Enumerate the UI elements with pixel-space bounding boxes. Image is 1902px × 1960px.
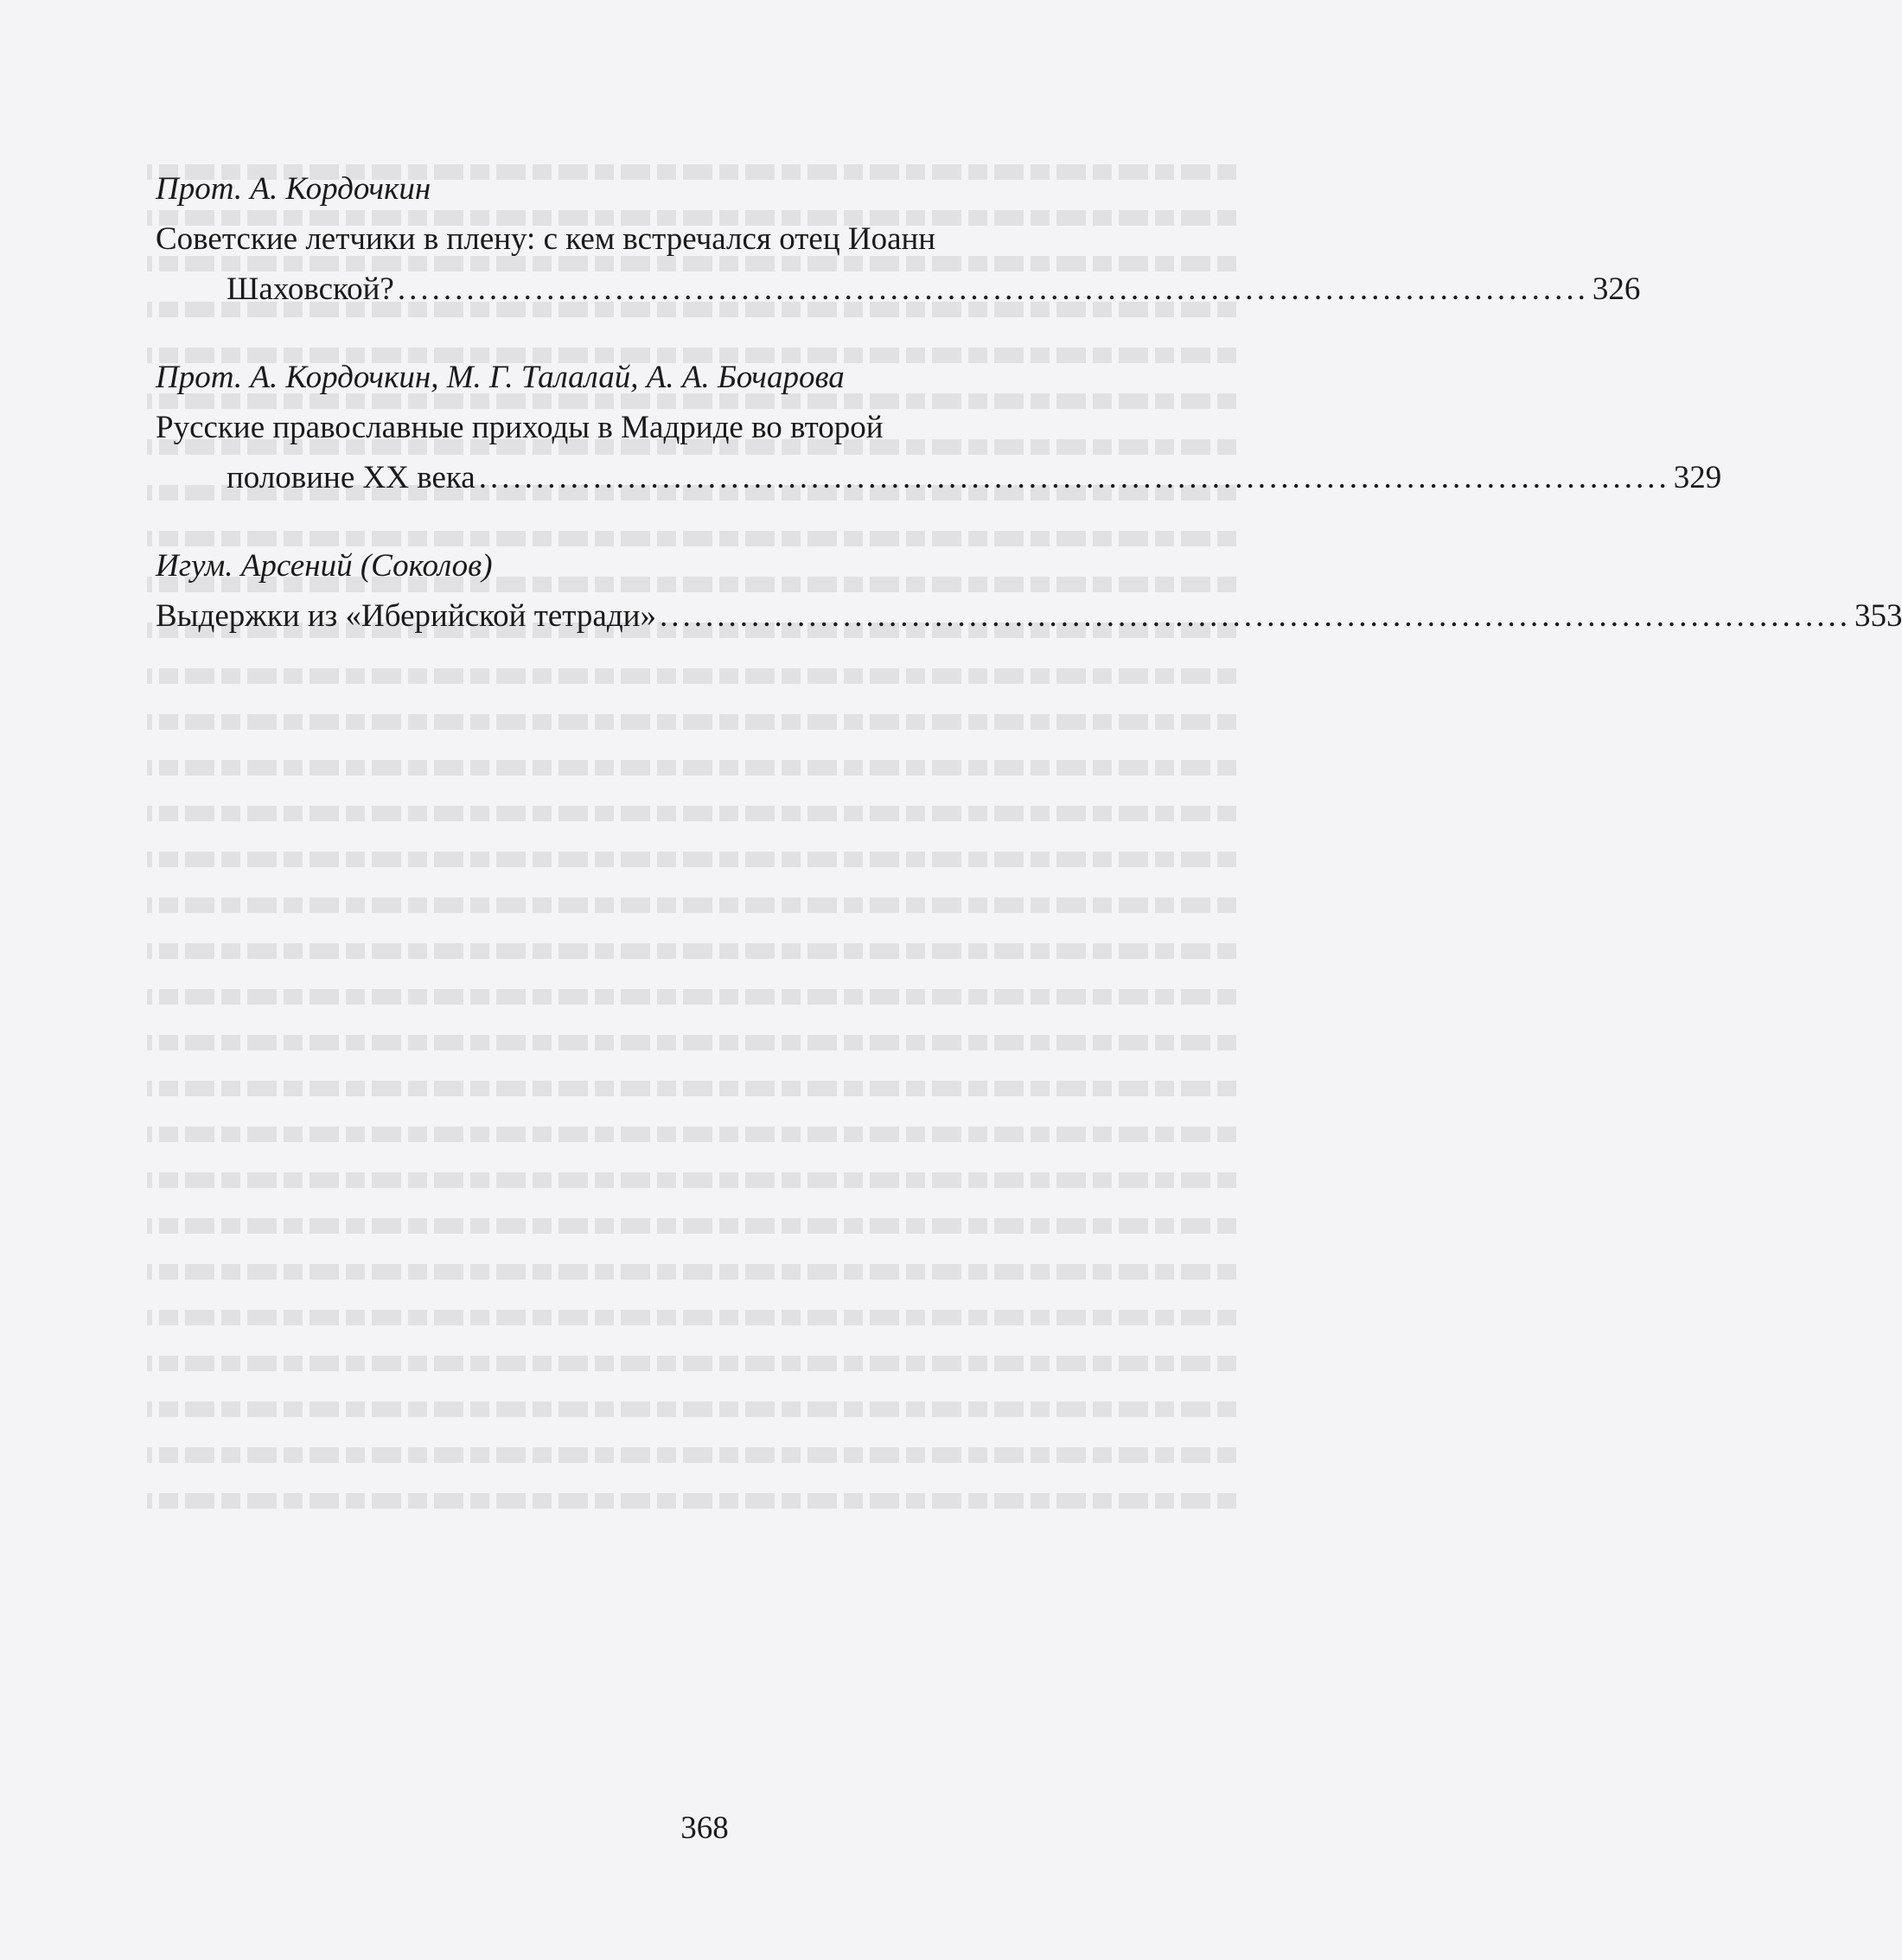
entry-title-line: Русские православные приходы в Мадриде во второй (156, 410, 884, 445)
dot-leader: ........................................................................................................ (659, 598, 1851, 634)
entry-title-line: Советские летчики в плену: с кем встречался отец Иоанн (156, 221, 936, 257)
dot-leader: ........................................................................................................ (478, 460, 1670, 495)
toc-entry (156, 353, 1722, 503)
entry-author: Прот. А. Кордочкин (156, 171, 431, 207)
entry-title-row (156, 453, 1722, 503)
dot-leader: ........................................................................................................ (397, 271, 1589, 307)
entry-page-number: 326 (1592, 271, 1641, 307)
entry-title-row (156, 591, 1902, 642)
table-of-contents (156, 164, 1902, 680)
entry-author: Игум. Арсений (Соколов) (156, 548, 493, 584)
entry-page-number: 353 (1854, 598, 1902, 634)
entry-title-end: Выдержки из «Иберийской тетради» (156, 598, 656, 634)
page-number: 368 (680, 1810, 729, 1846)
entry-page-number: 329 (1673, 460, 1722, 495)
entry-title-end: Шаховской? (227, 271, 394, 307)
entry-title-row (156, 265, 1641, 315)
entry-author: Прот. А. Кордочкин, М. Г. Талалай, А. А. Бочарова (156, 360, 845, 395)
entry-title-end: половине XX века (227, 460, 476, 495)
toc-entry (156, 541, 1902, 642)
toc-entry (156, 164, 1641, 315)
